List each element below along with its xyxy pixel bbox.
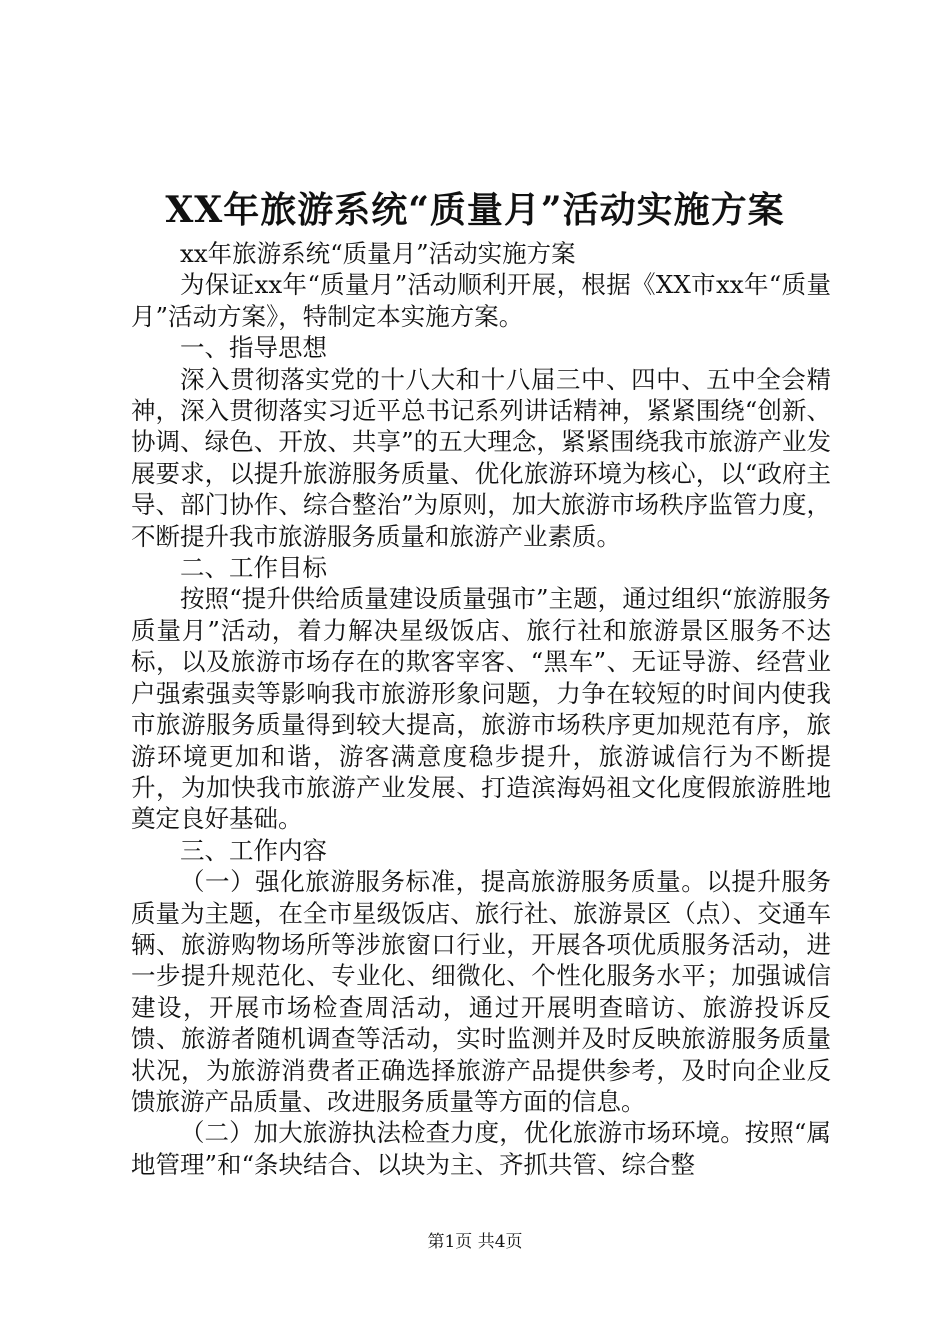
heading-work-goals: 二、工作目标 [180, 553, 327, 583]
paragraph-work-goals: 按照“提升供给质量建设质量强市”主题，通过组织“旅游服务质量月”活动，着力解决星级饭店、旅行社和旅游景区服务不达标，以及旅游市场存在的欺客宰客、“黑车”、无证导游、经营业户强索强卖等影响我市旅游形象问题，力争在较短的时间内使我市旅游服务质量得到较大提高，旅游市场秩序更加规范有序，旅游环境更加和谐，游客满意度稳步提升，旅游诚信行为不断提升，为加快我市旅游产业发展、打造滨海妈祖文化度假旅游胜地奠定良好基础。 [131, 584, 831, 834]
heading-guiding-ideology: 一、指导思想 [180, 333, 327, 363]
document-body [131, 238, 831, 1180]
paragraph-content-item-2: （二）加大旅游执法检查力度，优化旅游市场环境。按照“属地管理”和“条块结合、以块为主、齐抓共管、综合整 [131, 1118, 831, 1179]
document-title: XX年旅游系统“质量月”活动实施方案 [165, 189, 785, 231]
paragraph-guiding-ideology: 深入贯彻落实党的十八大和十八届三中、四中、五中全会精神，深入贯彻落实习近平总书记系列讲话精神，紧紧围绕“创新、协调、绿色、开放、共享”的五大理念，紧紧围绕我市旅游产业发展要求，以提升旅游服务质量、优化旅游环境为核心，以“政府主导、部门协作、综合整治”为原则，加大旅游市场秩序监管力度，不断提升我市旅游服务质量和旅游产业素质。 [131, 364, 831, 551]
paragraph-subtitle: xx年旅游系统“质量月”活动实施方案 [180, 239, 576, 268]
paragraph-intro: 为保证xx年“质量月”活动顺利开展，根据《XX市xx年“质量月”活动方案》，特制定本实施方案。 [131, 270, 831, 331]
page-footer: 第1页 共4页 [427, 1232, 523, 1252]
heading-work-content: 三、工作内容 [180, 835, 327, 865]
paragraph-content-item-1: （一）强化旅游服务标准，提高旅游服务质量。以提升服务质量为主题，在全市星级饭店、旅行社、旅游景区（点）、交通车辆、旅游购物场所等涉旅窗口行业，开展各项优质服务活动，进一步提升规范化、专业化、细微化、个性化服务水平；加强诚信建设，开展市场检查周活动，通过开展明查暗访、旅游投诉反馈、旅游者随机调查等活动，实时监测并及时反映旅游服务质量状况，为旅游消费者正确选择旅游产品提供参考，及时向企业反馈旅游产品质量、改进服务质量等方面的信息。 [131, 867, 831, 1116]
